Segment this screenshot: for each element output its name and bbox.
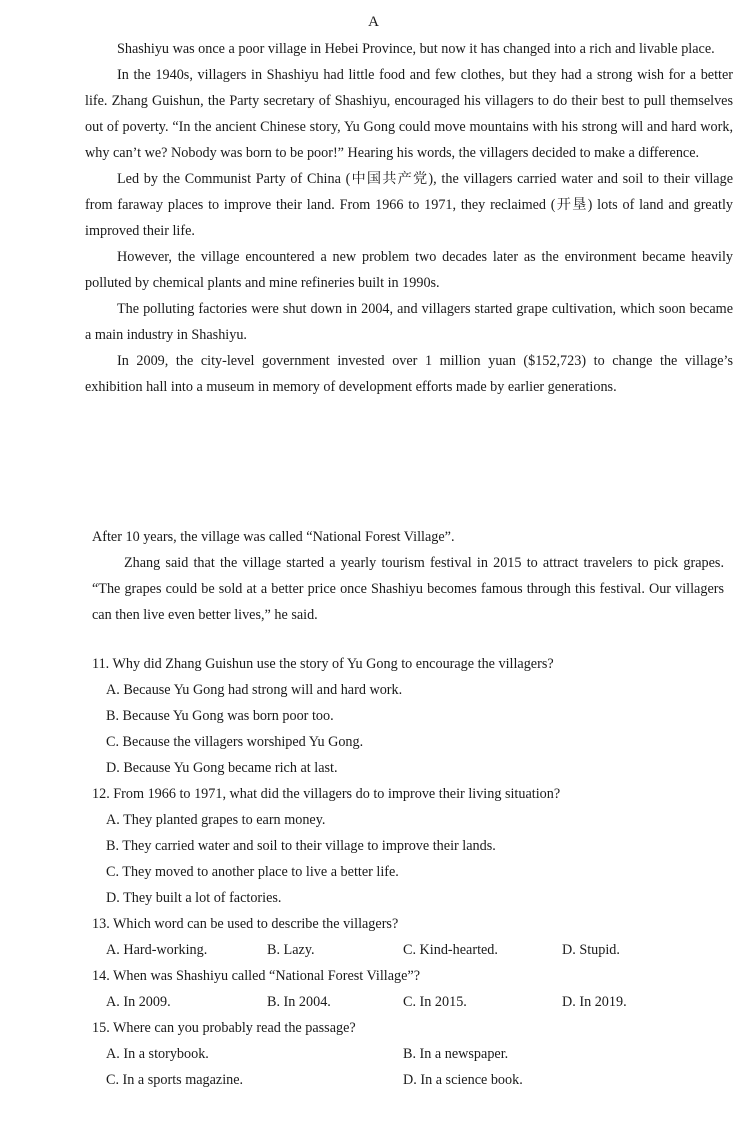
answer-option: D. Stupid. <box>562 942 620 958</box>
answer-option: D. In a science book. <box>403 1072 523 1088</box>
answer-option: B. They carried water and soil to their village to improve their lands. <box>106 838 496 854</box>
section-title: A <box>368 14 379 30</box>
passage-part-two <box>92 524 724 628</box>
passage-paragraph: Led by the Communist Party of China (中国共产党), the villagers carried water and soil to their village from faraway places to improve their land. From 1966 to 1971, they reclaimed (开垦) lots of land and greatly improved their life. <box>85 171 733 239</box>
question-list <box>92 651 732 1093</box>
answer-option: B. In 2004. <box>267 994 331 1010</box>
answer-option: A. Because Yu Gong had strong will and hard work. <box>106 682 403 698</box>
answer-option: A. Hard-working. <box>106 942 208 958</box>
answer-option: A. They planted grapes to earn money. <box>106 812 326 828</box>
question-stem: 14. When was Shashiyu called “National Forest Village”? <box>92 968 421 984</box>
answer-option: C. Because the villagers worshiped Yu Gong. <box>106 734 364 750</box>
answer-option: B. Because Yu Gong was born poor too. <box>106 708 334 724</box>
answer-option: C. In a sports magazine. <box>106 1072 244 1088</box>
question-stem: 11. Why did Zhang Guishun use the story of Yu Gong to encourage the villagers? <box>92 656 554 672</box>
answer-option: B. Lazy. <box>267 942 315 958</box>
answer-option-row <box>92 1067 732 1093</box>
answer-option-row <box>92 937 732 963</box>
answer-option: A. In a storybook. <box>106 1046 209 1062</box>
passage-paragraph: The polluting factories were shut down in 2004, and villagers started grape cultivation, which soon became a main industry in Shashiyu. <box>85 301 733 343</box>
question-stem: 13. Which word can be used to describe the villagers? <box>92 916 399 932</box>
answer-option: C. In 2015. <box>403 994 467 1010</box>
passage-paragraph: After 10 years, the village was called “National Forest Village”. <box>92 529 455 545</box>
passage-paragraph: Zhang said that the village started a yearly tourism festival in 2015 to attract travelers to pick grapes. “The grapes could be sold at a better price once Shashiyu becomes famous through this festival. Our villagers can then live even better lives,” he said. <box>92 555 724 623</box>
passage-part-one <box>85 36 733 400</box>
answer-option: C. They moved to another place to live a better life. <box>106 864 399 880</box>
answer-option: D. In 2019. <box>562 994 627 1010</box>
answer-option: D. Because Yu Gong became rich at last. <box>106 760 338 776</box>
passage-paragraph: However, the village encountered a new problem two decades later as the environment became heavily polluted by chemical plants and mine refineries built in 1990s. <box>85 249 733 291</box>
question-stem: 12. From 1966 to 1971, what did the villagers do to improve their living situation? <box>92 786 561 802</box>
answer-option: D. They built a lot of factories. <box>106 890 282 906</box>
answer-option: A. In 2009. <box>106 994 171 1010</box>
answer-option: C. Kind-hearted. <box>403 942 498 958</box>
question-stem: 15. Where can you probably read the passage? <box>92 1020 356 1036</box>
answer-option-row <box>92 989 732 1015</box>
answer-option: B. In a newspaper. <box>403 1046 509 1062</box>
answer-option-row <box>92 1041 732 1067</box>
passage-paragraph: In the 1940s, villagers in Shashiyu had little food and few clothes, but they had a strong wish for a better life. Zhang Guishun, the Party secretary of Shashiyu, encouraged his villagers to do their best to pull themselves out of poverty. “In the ancient Chinese story, Yu Gong could move mountains with his strong will and hard work, why can’t we? Nobody was born to be poor!” Hearing his words, the villagers decided to make a difference. <box>85 67 733 161</box>
passage-paragraph: Shashiyu was once a poor village in Hebei Province, but now it has changed into a rich and livable place. <box>117 41 715 57</box>
passage-paragraph: In 2009, the city-level government invested over 1 million yuan ($152,723) to change the village’s exhibition hall into a museum in memory of development efforts made by earlier generations. <box>85 353 733 395</box>
